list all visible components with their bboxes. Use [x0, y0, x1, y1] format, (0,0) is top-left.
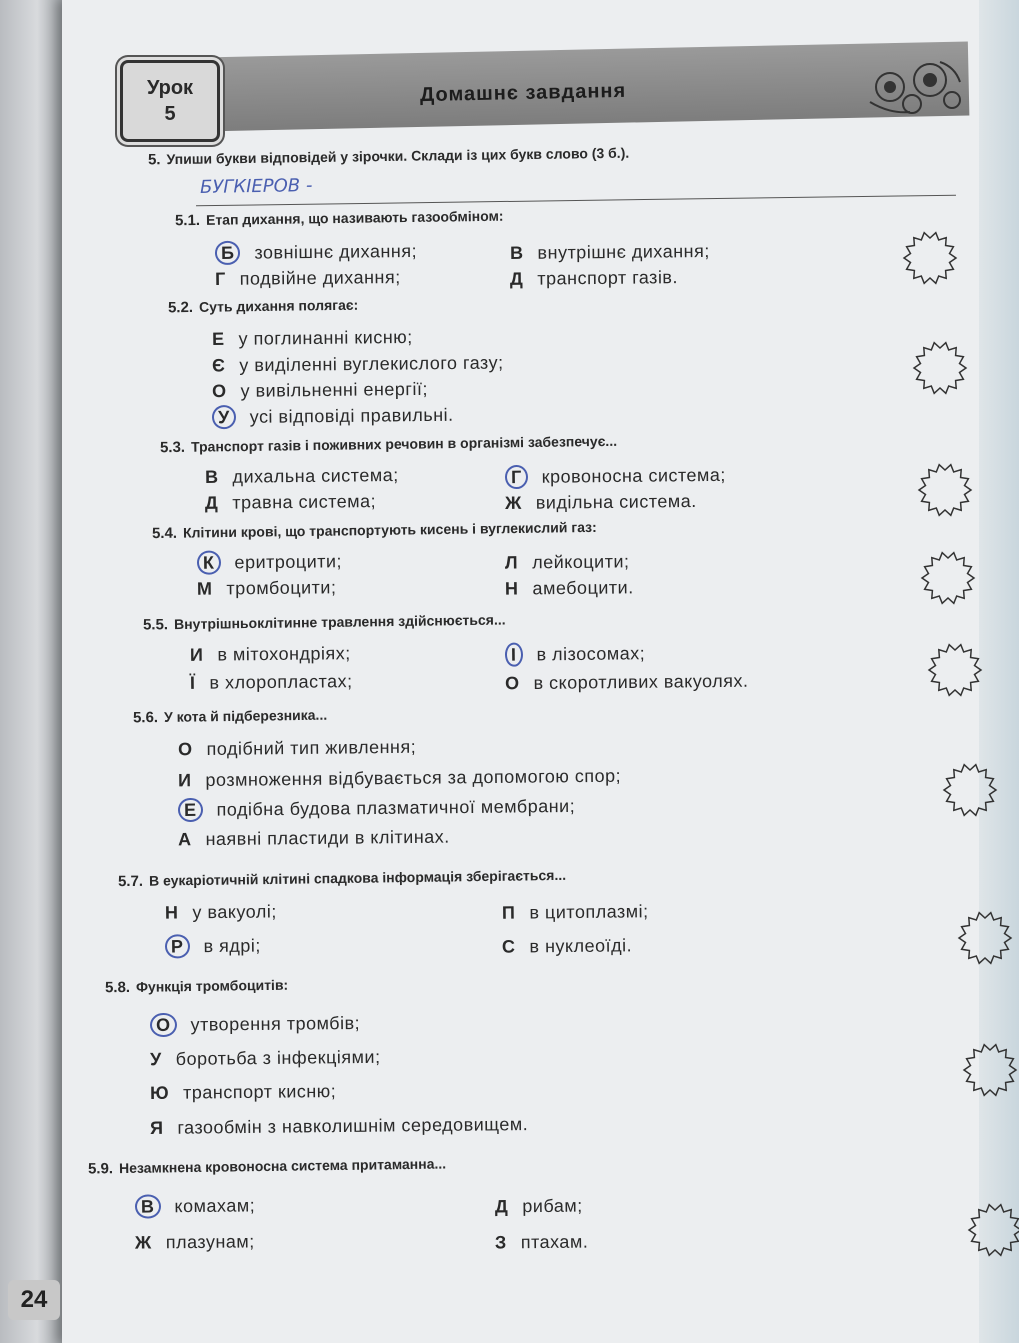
- question-text: Транспорт газів і поживних речовин в організмі забезпечує...: [190, 432, 618, 455]
- option-1-2: [510, 241, 710, 264]
- option-letter: А: [177, 829, 192, 850]
- option-text: птахам.: [520, 1231, 589, 1253]
- option-6-3: [178, 796, 575, 821]
- option-text: в цитоплазмі;: [529, 901, 649, 923]
- option-letter: Е: [211, 328, 225, 350]
- option-letter: Ж: [134, 1232, 152, 1253]
- option-8-2: [150, 1047, 381, 1070]
- option-2-3: [212, 379, 428, 402]
- option-3-2: [505, 465, 726, 488]
- option-text: дихальна система;: [232, 464, 399, 487]
- option-text: у виділенні вуглекислого газу;: [239, 352, 504, 376]
- option-text: газообмін з навколишнім середовищем.: [177, 1114, 529, 1138]
- question-text: В еукаріотичній клітині спадкова інформація зберігається...: [148, 866, 567, 889]
- option-text: кровоносна система;: [541, 464, 726, 487]
- question-number: 5.2.: [167, 298, 194, 317]
- circled-option-letter: Р: [165, 934, 190, 958]
- option-letter: В: [509, 242, 524, 264]
- option-letter: Л: [504, 552, 519, 573]
- option-text: в ядрі;: [203, 935, 261, 957]
- circled-option-letter: О: [150, 1013, 177, 1037]
- option-text: в нуклеоїді.: [529, 935, 633, 957]
- option-text: комахам;: [174, 1195, 256, 1217]
- option-7-1: [165, 901, 277, 923]
- option-6-4: [178, 827, 450, 851]
- task-text: Упиши букви відповідей у зірочки. Склади із цих букв слово (3 б.).: [166, 144, 630, 168]
- lesson-box: [120, 60, 220, 142]
- option-letter: Я: [149, 1117, 164, 1138]
- option-letter: Н: [164, 902, 179, 923]
- star-answer-icon[interactable]: [940, 760, 1000, 820]
- option-text: усі відповіді правильні.: [249, 404, 454, 427]
- option-1-3: [215, 267, 401, 290]
- option-6-1: [178, 737, 416, 760]
- question-text: Незамкнена кровоносна система притаманна...: [118, 1155, 447, 1177]
- option-text: амебоцити.: [532, 577, 634, 599]
- option-3-1: [205, 465, 399, 488]
- circled-option-letter: І: [505, 643, 523, 667]
- option-letter: О: [177, 739, 193, 760]
- option-9-2: [495, 1196, 583, 1218]
- option-5-3: [190, 671, 353, 694]
- star-answer-icon[interactable]: [960, 1040, 1019, 1100]
- question-number: 5.9.: [87, 1160, 114, 1178]
- option-letter: Д: [204, 492, 219, 513]
- option-text: рибам;: [522, 1195, 583, 1217]
- option-7-2: [502, 901, 649, 924]
- option-4-2: [505, 551, 630, 573]
- question-text: Суть дихання полягає:: [198, 296, 359, 315]
- option-8-4: [150, 1114, 528, 1139]
- option-text: транспорт газів.: [537, 267, 679, 289]
- option-text: в мітохондріях;: [217, 643, 351, 665]
- question-6: [133, 707, 327, 727]
- star-answer-icon[interactable]: [910, 338, 970, 398]
- option-text: зовнішнє дихання;: [254, 240, 418, 263]
- option-text: в скоротливих вакуолях.: [533, 670, 749, 693]
- lesson-label: Урок: [146, 77, 194, 99]
- option-letter: Д: [494, 1196, 509, 1217]
- option-7-4: [502, 935, 632, 957]
- option-letter: Н: [504, 578, 519, 599]
- question-number: 5.1.: [174, 211, 201, 230]
- question-text: Внутрішньоклітинне травлення здійснюється...: [173, 611, 506, 633]
- question-2: [168, 297, 358, 317]
- circled-option-letter: В: [135, 1194, 161, 1218]
- circled-option-letter: К: [197, 551, 221, 575]
- option-letter: И: [177, 770, 192, 791]
- option-text: розмноження відбувається за допомогою спор;: [205, 765, 622, 791]
- option-text: лейкоцити;: [532, 551, 630, 573]
- lesson-number: 5: [164, 103, 176, 125]
- task-number: 5.: [147, 151, 161, 169]
- option-text: у вивільненні енергії;: [240, 378, 429, 401]
- option-letter: З: [494, 1232, 507, 1253]
- option-letter: У: [149, 1049, 162, 1070]
- page-title: Домашнє завдання: [419, 79, 627, 107]
- question-text: Етап дихання, що називають газообміном:: [205, 207, 504, 228]
- option-text: подібний тип живлення;: [206, 736, 417, 759]
- option-text: еритроцити;: [234, 551, 343, 573]
- question-number: 5.8.: [104, 978, 131, 997]
- option-text: наявні пластиди в клітинах.: [205, 826, 450, 850]
- option-letter: М: [196, 578, 213, 599]
- option-letter: О: [211, 380, 227, 402]
- option-8-1: [150, 1013, 360, 1036]
- flower-decoration-icon: [860, 52, 970, 122]
- option-3-4: [505, 491, 697, 514]
- option-letter: И: [189, 644, 204, 665]
- option-text: у вакуолі;: [192, 901, 277, 923]
- option-5-1: [190, 643, 351, 666]
- option-text: утворення тромбів;: [190, 1012, 361, 1035]
- option-8-3: [150, 1081, 336, 1104]
- option-1-1: [215, 241, 417, 264]
- background-right-strip: [979, 0, 1019, 1343]
- option-9-1: [135, 1195, 255, 1217]
- circled-option-letter: Г: [505, 465, 528, 489]
- star-answer-icon[interactable]: [925, 640, 985, 700]
- handwritten-answer: БУГКІЕРОВ -: [199, 175, 313, 198]
- question-number: 5.5.: [142, 616, 169, 634]
- option-4-1: [197, 551, 342, 574]
- option-text: боротьба з інфекціями;: [175, 1046, 381, 1069]
- option-letter: С: [501, 936, 516, 957]
- option-letter: Д: [509, 268, 524, 289]
- option-4-3: [197, 577, 337, 599]
- option-2-2: [212, 352, 504, 376]
- option-letter: Ї: [189, 672, 196, 693]
- option-text: подвійне дихання;: [239, 267, 401, 289]
- option-letter: Ж: [504, 492, 522, 514]
- option-text: в хлоропластах;: [209, 671, 353, 693]
- option-3-3: [205, 491, 376, 514]
- option-2-4: [212, 405, 454, 429]
- question-text: У кота й підберезника...: [163, 706, 328, 725]
- star-answer-icon[interactable]: [900, 228, 960, 288]
- star-answer-icon[interactable]: [918, 548, 978, 608]
- question-number: 5.3.: [159, 438, 186, 457]
- option-text: травна система;: [232, 491, 377, 513]
- option-letter: Ю: [149, 1082, 170, 1103]
- book-left-edge: [0, 0, 62, 1343]
- option-text: видільна система.: [535, 490, 697, 513]
- page-number: 24: [8, 1280, 60, 1320]
- star-answer-icon[interactable]: [915, 460, 975, 520]
- star-answer-icon[interactable]: [965, 1200, 1019, 1260]
- star-answer-icon[interactable]: [955, 908, 1015, 968]
- option-letter: Є: [211, 355, 226, 376]
- option-text: внутрішнє дихання;: [537, 240, 710, 263]
- option-2-1: [212, 327, 413, 350]
- option-letter: О: [504, 673, 520, 694]
- option-text: у поглинанні кисню;: [238, 326, 413, 349]
- question-8: [105, 977, 288, 997]
- circled-option-letter: Е: [178, 798, 203, 822]
- question-number: 5.6.: [132, 709, 159, 727]
- option-1-4: [510, 267, 678, 290]
- option-letter: П: [501, 902, 516, 923]
- option-text: плазунам;: [165, 1231, 255, 1253]
- circled-option-letter: Б: [215, 241, 241, 265]
- option-9-4: [495, 1232, 588, 1254]
- option-4-4: [505, 577, 634, 599]
- option-text: в лізосомах;: [536, 643, 646, 665]
- option-text: тромбоцити;: [226, 577, 337, 599]
- question-text: Клітини крові, що транспортують кисень і вуглекислий газ:: [182, 518, 597, 541]
- option-5-2: [505, 643, 645, 665]
- option-5-4: [505, 671, 749, 695]
- question-number: 5.7.: [117, 872, 144, 891]
- option-letter: В: [204, 466, 219, 488]
- option-9-3: [135, 1231, 255, 1253]
- circled-option-letter: У: [212, 405, 236, 429]
- option-text: подібна будова плазматичної мембрани;: [216, 795, 576, 820]
- option-letter: Г: [214, 268, 226, 289]
- option-7-3: [165, 935, 261, 957]
- option-text: транспорт кисню;: [182, 1081, 337, 1103]
- question-number: 5.4.: [151, 524, 178, 543]
- question-text: Функція тромбоцитів:: [135, 976, 289, 995]
